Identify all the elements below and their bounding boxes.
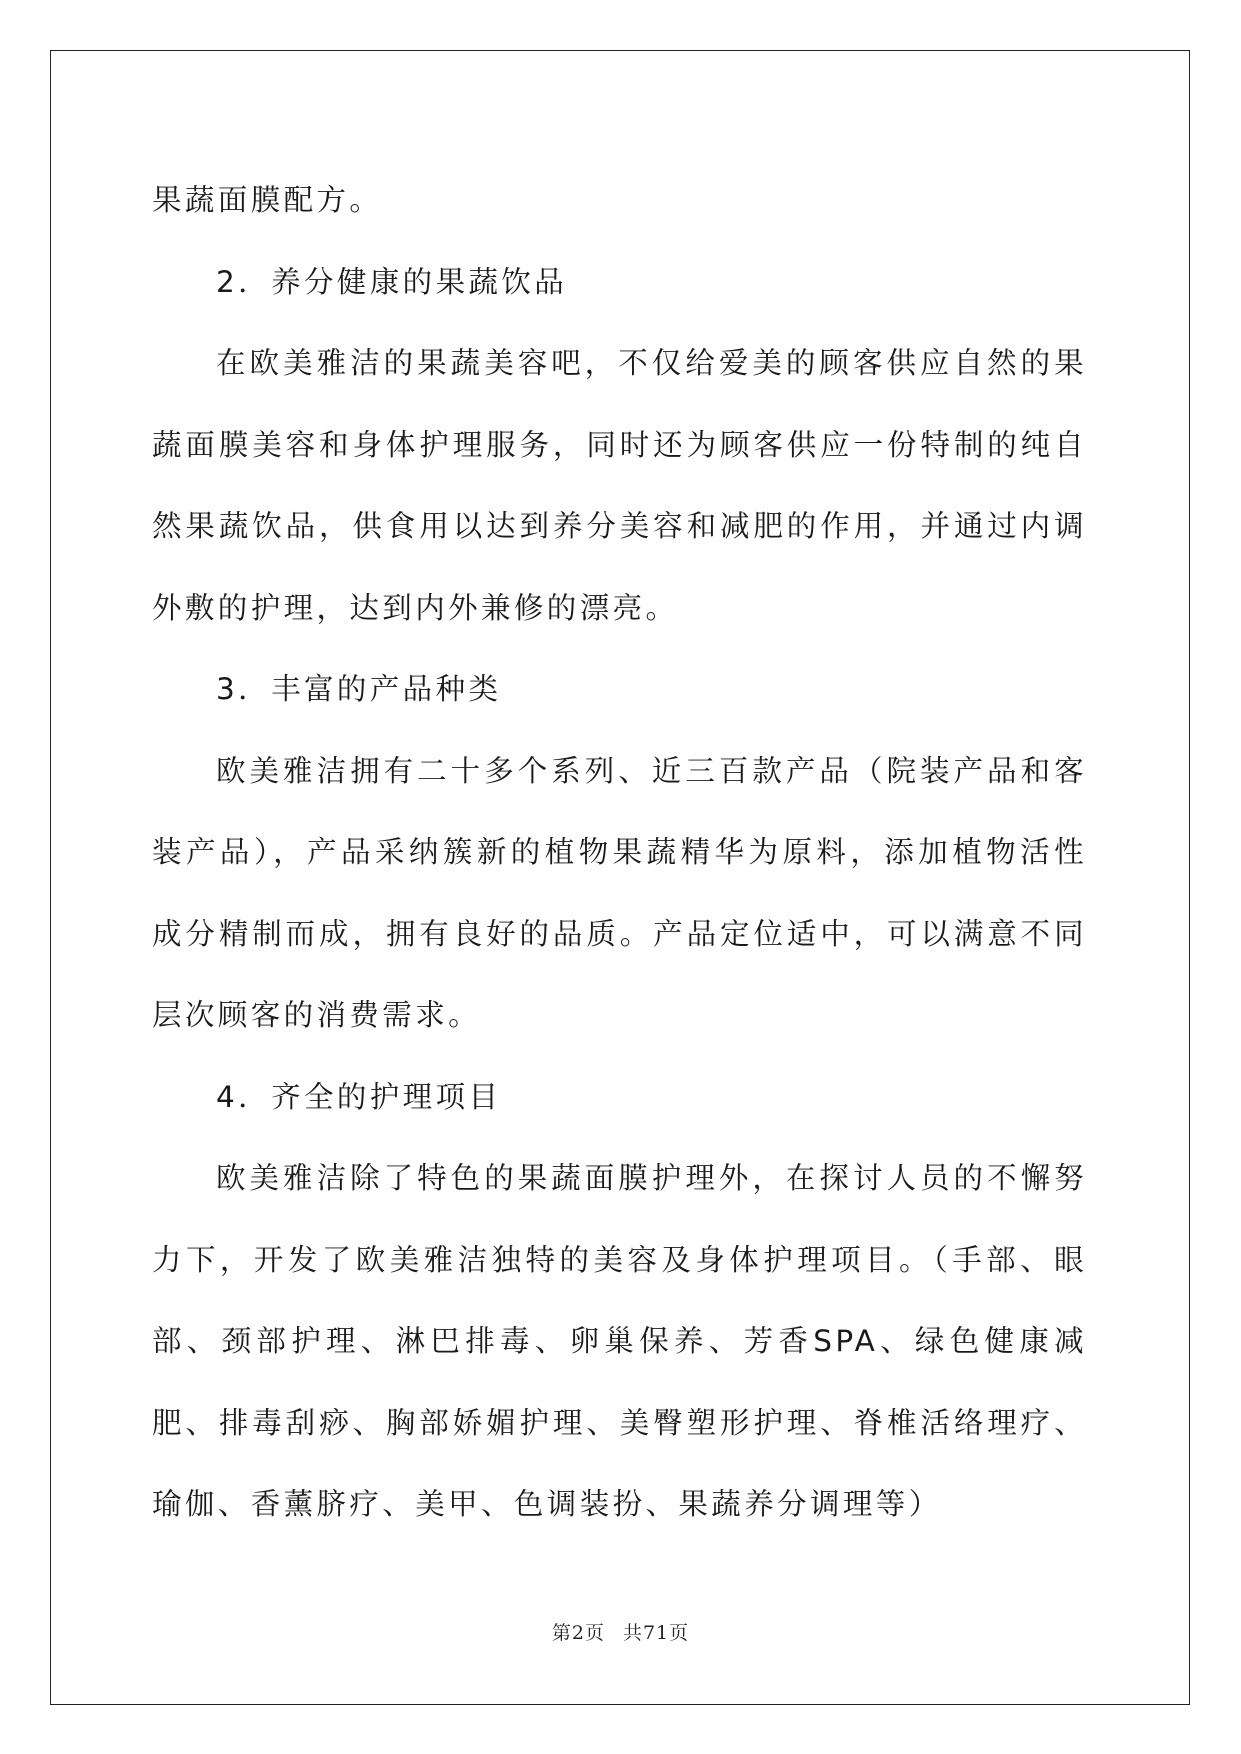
paragraph-fruit-drinks: 在欧美雅洁的果蔬美容吧，不仅给爱美的顾客供应自然的果蔬面膜美容和身体护理服务，同时还为顾客供应一份特制的纯自然果蔬饮品，供食用以达到养分美容和减肥的作用，并通过内调外敷的护理，达到内外兼修的漂亮。 bbox=[152, 346, 1087, 625]
page-footer bbox=[0, 1618, 1241, 1645]
page-total: 共71页 bbox=[622, 1622, 690, 1644]
section-heading-2: 2．养分健康的果蔬饮品 bbox=[216, 264, 568, 299]
paragraph-continuation: 果蔬面膜配方。 bbox=[152, 183, 383, 217]
section-heading-3: 3．丰富的产品种类 bbox=[216, 672, 502, 706]
section-heading-4: 4．齐全的护理项目 bbox=[216, 1079, 502, 1114]
paragraph-product-range: 欧美雅洁拥有二十多个系列、近三百款产品（院装产品和客装产品），产品采纳簇新的植物果蔬精华为原料，添加植物活性成分精制而成，拥有良好的品质。产品定位适中，可以满意不同层次顾客的消费需求。 bbox=[152, 753, 1087, 1032]
paragraph-care-services: 欧美雅洁除了特色的果蔬面膜护理外，在探讨人员的不懈努力下，开发了欧美雅洁独特的美容及身体护理项目。（手部、眼部、颈部护理、淋巴排毒、卵巢保养、芳香SPA、绿色健康减肥、排毒刮痧、胸部娇媚护理、美臀塑形护理、脊椎活络理疗、瑜伽、香薰脐疗、美甲、色调装扮、果蔬养分调理等） bbox=[152, 1161, 1087, 1521]
document-body bbox=[152, 160, 1087, 1546]
page-number: 第2页 bbox=[551, 1622, 605, 1644]
